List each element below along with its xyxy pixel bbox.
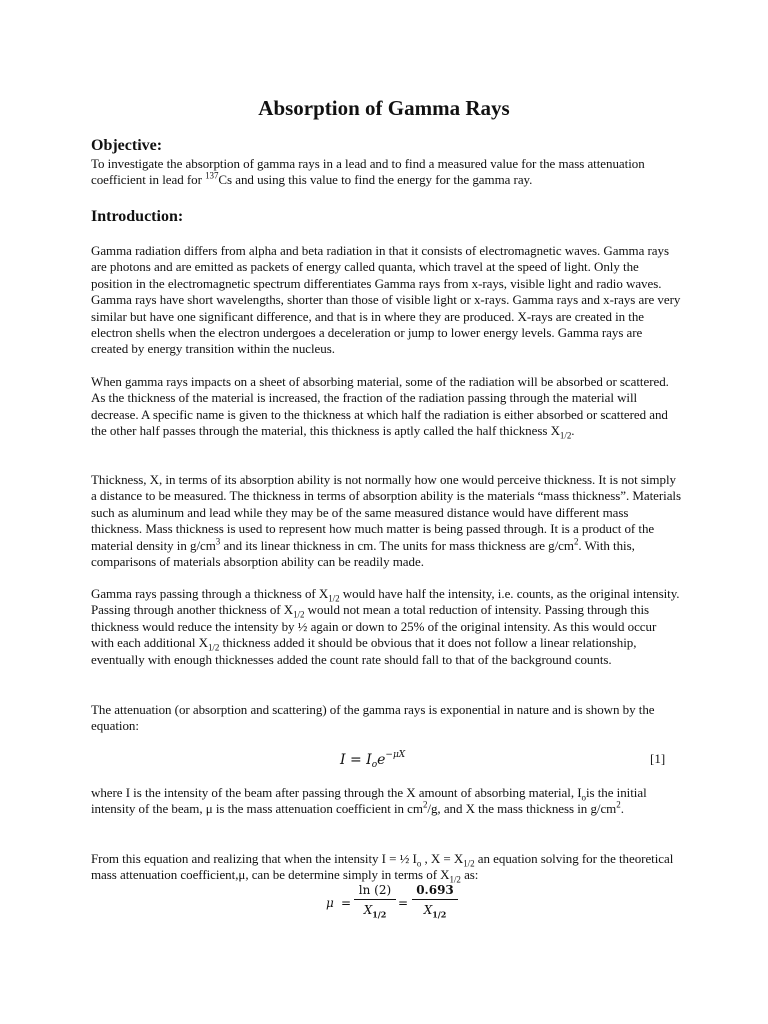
equation-body <box>340 750 405 770</box>
attenuation-equation <box>0 750 768 770</box>
denominator-symbol: X <box>363 903 373 917</box>
p3-text-b: and its linear thickness in cm. The units for mass thickness are g/cm <box>220 537 574 553</box>
half-subscript: 1/2 <box>293 610 305 620</box>
p6-text-d: . <box>620 801 624 817</box>
objective-text-a: To investigate the absorption of gamma rays in a lead and to find a measured value for the mass attenuation coefficient in lead for <box>91 156 645 188</box>
p4-text-a: Gamma rays passing through a thickness of X <box>91 586 329 601</box>
intro-paragraph-3 <box>91 472 681 570</box>
half-subscript: 1/2 <box>372 909 387 920</box>
p6-text-b: is the initial intensity of the beam, μ is the mass attenuation coefficient in cm <box>91 785 647 817</box>
document-title: Absorption of Gamma Rays <box>258 96 510 120</box>
p2-text: When gamma rays impacts on a sheet of absorbing material, some of the radiation will be absorbed or scattered. As the thickness of the material is increased, the fraction of the radiation passing through the material will decrease. A specific name is given to the thickness at which half the radiation is either absorbed or scattered and the other half passes through the material, this thickness is aptly called the half thickness X <box>91 374 669 439</box>
half-subscript: 1/2 <box>449 875 461 885</box>
objective-text-b: Cs and using this value to find the energy for the gamma ray. <box>218 172 533 188</box>
p6-text-c: /g, and X the mass thickness in g/cm <box>427 801 617 817</box>
equation-base: e <box>377 752 386 768</box>
equation-exponent: −μX <box>385 750 406 760</box>
square-superscript: 2 <box>573 536 579 547</box>
denominator-symbol: X <box>423 903 433 917</box>
square-superscript: 2 <box>422 800 428 811</box>
p2-end: . <box>571 423 575 439</box>
intro-paragraph-1: Gamma radiation differs from alpha and beta radiation in that it consists of electromagnetic waves. Gamma rays are photons and are emitted as packets of energy called quanta, which travel at the speed of light. Only the position in the electromagnetic spectrum differentiates Gamma rays from x-rays, visible light and radio waves. Gamma rays have short wavelengths, shorter than those of visible light or x-rays. Gamma rays and x-rays are very similar but have one significant difference, and that is in where they are produced. X-rays are created in the electron shells when the electron undergoes a deceleration or jump to lower energy levels. Gamma rays are created by energy transition within the nucleus. <box>91 243 681 357</box>
p7-text-c: an equation solving for the theoretical mass attenuation coefficient,μ, can be determine simply in terms of X <box>91 851 674 883</box>
p7-text-d: as: <box>460 867 479 883</box>
introduction-heading: Introduction: <box>91 208 184 225</box>
equals-sign: = <box>341 896 352 910</box>
intro-paragraph-5: The attenuation (or absorption and scattering) of the gamma rays is exponential in nature and is shown by the equation: <box>91 702 655 734</box>
equation-number: [1] <box>650 751 666 766</box>
intro-paragraph-2 <box>91 374 681 440</box>
fraction-denominator <box>412 900 458 918</box>
square-superscript: 2 <box>616 800 621 811</box>
p4-text-c: would not mean a total reduction of intensity. Passing through this thickness would reduce the intensity by ½ again or down to 25% of the original intensity. As this would occur with each additional X <box>91 602 657 651</box>
p4-text-d: thickness added it should be obvious that it does not follow a linear relationship, eventually with enough thicknesses added the count rate should fall to that of the background counts. <box>91 635 637 667</box>
intro-paragraph-6 <box>91 785 681 818</box>
p3-text-c: . With this, comparisons of materials absorption ability can be readily made. <box>91 537 635 570</box>
p4-text-b: would have half the intensity, i.e. counts, as the original intensity. Passing through another thickness of X <box>91 586 680 618</box>
p3-text-a: Thickness, X, in terms of its absorption ability is not normally how one would perceive thickness. It is not simply a distance to be measured. The thickness in terms of absorption ability is the materials “mass thickness”. Materials such as aluminum and lead while they may be of the same measured distance would have different mass thickness. Mass thickness is used to represent how much matter is being passed through. It is a product of the material density in g/cm <box>91 472 681 553</box>
p7-text-a: From this equation and realizing that when the intensity I = ½ I <box>91 851 417 866</box>
mu-equation <box>326 883 466 927</box>
objective-heading: Objective: <box>91 137 163 154</box>
equals-sign: = <box>398 896 409 910</box>
half-subscript: 1/2 <box>463 858 475 869</box>
p7-text-b: , X = X <box>421 851 464 866</box>
initial-subscript: o <box>416 858 422 869</box>
constant-fraction <box>412 883 458 918</box>
intro-paragraph-7 <box>91 851 681 884</box>
intro-paragraph-4 <box>91 586 681 668</box>
equation-subscript: o <box>371 760 378 770</box>
cube-superscript: 3 <box>215 536 221 547</box>
ln2-fraction <box>354 883 396 918</box>
fraction-numerator: 0.693 <box>412 883 458 900</box>
half-subscript: 1/2 <box>328 593 340 604</box>
mu-symbol: μ <box>326 896 334 910</box>
half-subscript: 1/2 <box>207 642 220 653</box>
initial-subscript: o <box>581 792 586 803</box>
half-subscript: 1/2 <box>559 430 572 441</box>
fraction-numerator: ln (2) <box>354 883 396 900</box>
isotope-mass-superscript: 137 <box>205 171 219 182</box>
equation-lhs: I = I <box>340 752 372 768</box>
p6-text-a: where I is the intensity of the beam after passing through the X amount of absorbing material, I <box>91 785 582 800</box>
objective-paragraph <box>91 156 681 189</box>
half-subscript: 1/2 <box>432 909 447 920</box>
fraction-denominator <box>354 900 396 918</box>
